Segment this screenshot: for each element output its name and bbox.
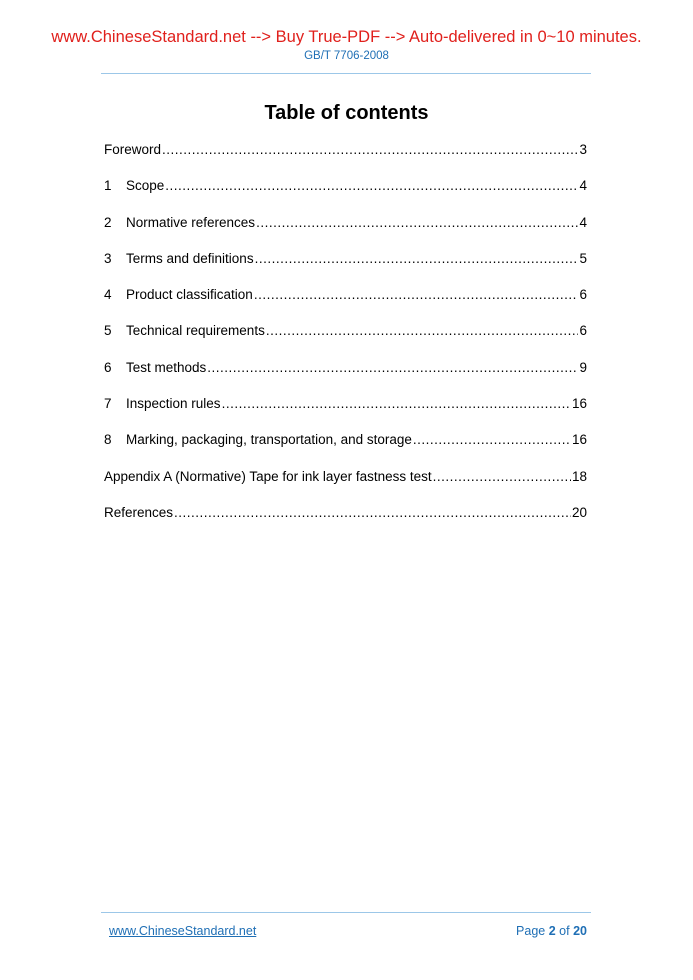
- toc-dot-leader: [266, 322, 579, 340]
- page-prefix: Page: [516, 924, 546, 938]
- toc-entry-terms-and-definitions[interactable]: [104, 250, 587, 286]
- toc-entry-label: Normative references: [126, 214, 256, 230]
- toc-entry-page: 3: [579, 142, 587, 157]
- current-page-number: 2: [548, 924, 556, 938]
- toc-dot-leader: [255, 250, 579, 268]
- toc-entry-page: 18: [571, 468, 587, 484]
- toc-entry-label: Marking, packaging, transportation, and storage: [126, 432, 412, 448]
- toc-entry-page: 6: [579, 323, 587, 339]
- toc-entry-label: Test methods: [126, 359, 207, 375]
- toc-entry-page: 4: [579, 178, 587, 194]
- header-banner[interactable]: www.ChineseStandard.net --> Buy True-PDF --> Auto-delivered in 0~10 minutes.: [51, 28, 642, 46]
- toc-dot-leader: [207, 359, 578, 377]
- toc-dot-leader: [222, 395, 571, 413]
- toc-dot-leader: [162, 141, 578, 159]
- toc-entry-technical-requirements[interactable]: [104, 322, 587, 358]
- table-of-contents: [104, 141, 587, 540]
- toc-dot-leader: [254, 286, 579, 304]
- footer-site-link[interactable]: www.ChineseStandard.net: [109, 924, 257, 938]
- toc-entry-label: Inspection rules: [126, 396, 221, 412]
- toc-entry-label: Scope: [126, 178, 165, 194]
- header-divider: [101, 73, 591, 74]
- toc-entry-foreword[interactable]: [104, 141, 587, 177]
- toc-entry-number: 1: [104, 178, 112, 194]
- toc-entry-number: 6: [104, 359, 112, 375]
- toc-entry-number: 3: [104, 250, 112, 266]
- document-code: GB/T 7706-2008: [304, 50, 389, 62]
- toc-entry-number: 8: [104, 432, 112, 448]
- toc-entry-number: 7: [104, 396, 112, 412]
- toc-entry-label: Product classification: [126, 287, 253, 303]
- toc-entry-references[interactable]: [104, 504, 587, 540]
- toc-entry-normative-references[interactable]: [104, 214, 587, 250]
- toc-dot-leader: [165, 177, 578, 195]
- footer-divider: [101, 912, 591, 913]
- toc-dot-leader: [433, 468, 571, 486]
- toc-entry-label: Foreword: [104, 142, 162, 157]
- toc-entry-test-methods[interactable]: [104, 359, 587, 395]
- toc-entry-inspection-rules[interactable]: [104, 395, 587, 431]
- toc-dot-leader: [174, 504, 571, 522]
- toc-entry-number: 4: [104, 287, 112, 303]
- toc-entry-page: 16: [571, 396, 587, 412]
- toc-entry-label: Technical requirements: [126, 323, 265, 339]
- toc-entry-page: 5: [579, 250, 587, 266]
- page-of: of: [559, 924, 570, 938]
- toc-entry-page: 16: [571, 432, 587, 448]
- toc-entry-marking-packaging[interactable]: [104, 431, 587, 467]
- total-pages-number: 20: [573, 924, 587, 938]
- toc-entry-scope[interactable]: [104, 177, 587, 213]
- toc-entry-page: 4: [579, 214, 587, 230]
- toc-entry-product-classification[interactable]: [104, 286, 587, 322]
- toc-entry-number: 2: [104, 214, 112, 230]
- toc-entry-page: 6: [579, 287, 587, 303]
- toc-entry-label: Appendix A (Normative) Tape for ink layer fastness test: [104, 468, 432, 484]
- page-indicator: [516, 923, 587, 939]
- toc-entry-appendix-a[interactable]: [104, 468, 587, 504]
- toc-entry-page: 9: [579, 359, 587, 375]
- toc-entry-label: Terms and definitions: [126, 250, 254, 266]
- toc-entry-number: 5: [104, 323, 112, 339]
- toc-dot-leader: [256, 214, 578, 232]
- toc-title: Table of contents: [264, 102, 429, 124]
- toc-dot-leader: [413, 431, 571, 449]
- toc-entry-page: 20: [571, 504, 587, 520]
- toc-entry-label: References: [104, 504, 174, 520]
